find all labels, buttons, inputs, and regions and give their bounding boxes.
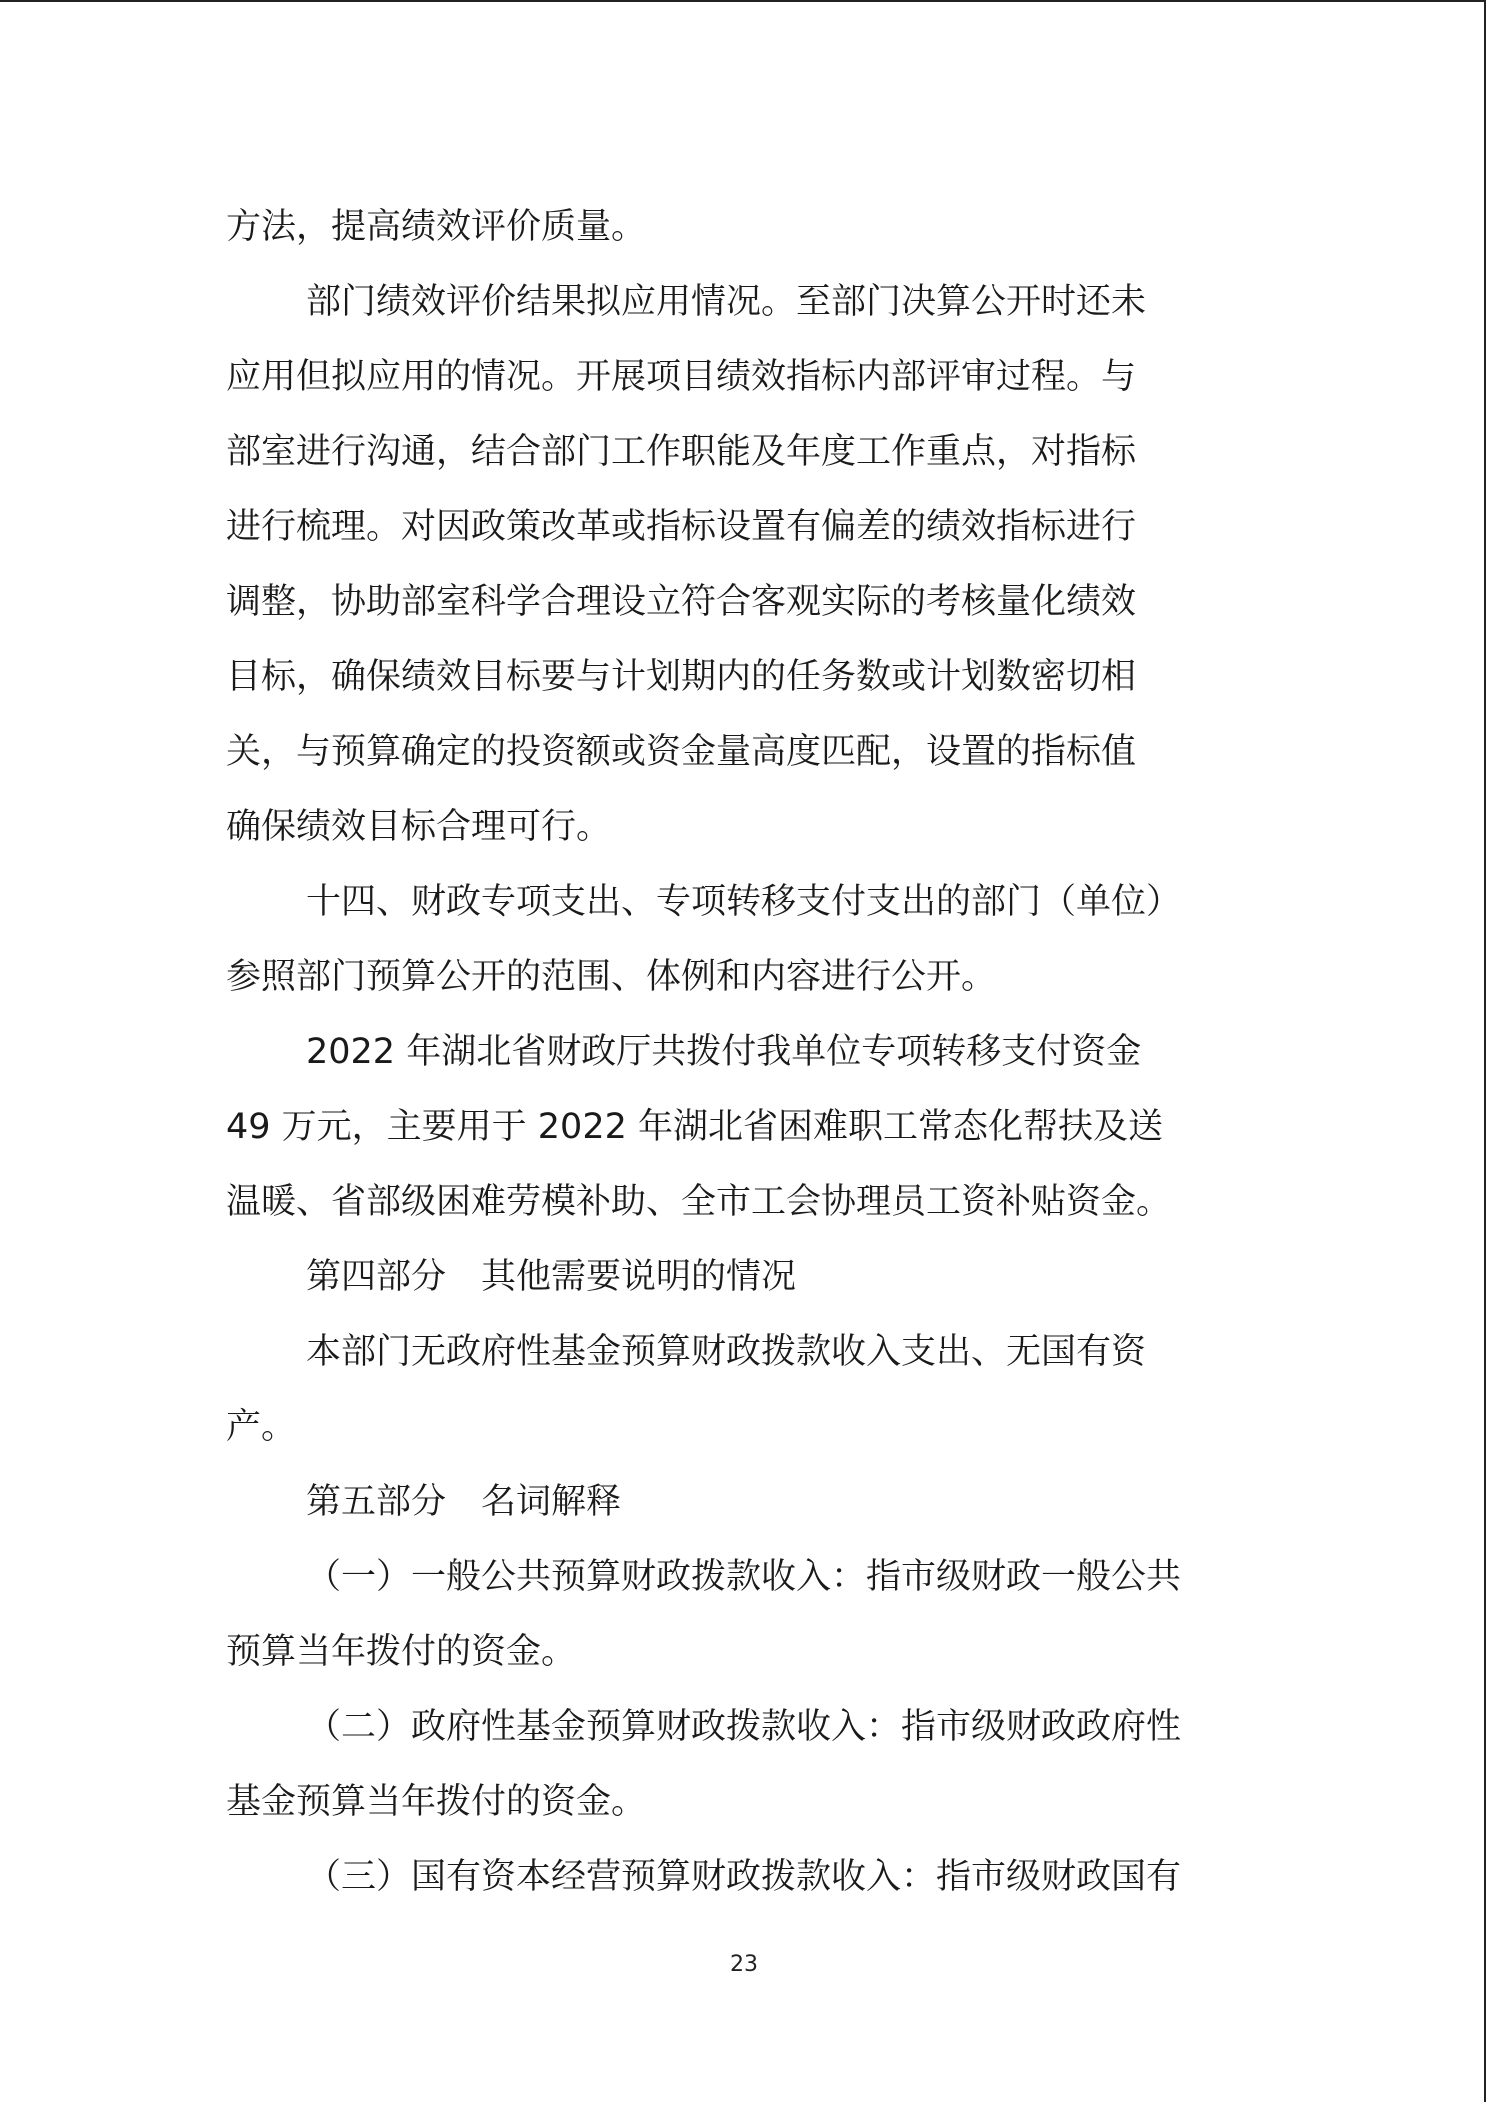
text-line: 2022 年湖北省财政厅共拨付我单位专项转移支付资金 bbox=[306, 1032, 1142, 1072]
document-body bbox=[226, 190, 1262, 1915]
text-line: 调整，协助部室科学合理设立符合客观实际的考核量化绩效 bbox=[226, 582, 1137, 622]
text-line: 49 万元，主要用于 2022 年湖北省困难职工常态化帮扶及送 bbox=[226, 1107, 1163, 1147]
text-line: （一）一般公共预算财政拨款收入：指市级财政一般公共 bbox=[306, 1557, 1182, 1597]
text-line: 参照部门预算公开的范围、体例和内容进行公开。 bbox=[226, 957, 997, 997]
text-line: 预算当年拨付的资金。 bbox=[226, 1632, 577, 1672]
text-line: 应用但拟应用的情况。开展项目绩效指标内部评审过程。与 bbox=[226, 357, 1137, 397]
text-line: 目标，确保绩效目标要与计划期内的任务数或计划数密切相 bbox=[226, 657, 1137, 697]
text-line: 方法，提高绩效评价质量。 bbox=[226, 207, 647, 247]
page-number: 23 bbox=[730, 1952, 758, 1977]
text-line: 进行梳理。对因政策改革或指标设置有偏差的绩效指标进行 bbox=[226, 507, 1137, 547]
text-line: （三）国有资本经营预算财政拨款收入：指市级财政国有 bbox=[306, 1857, 1182, 1897]
text-line: 温暖、省部级困难劳模补助、全市工会协理员工资补贴资金。 bbox=[226, 1182, 1172, 1222]
text-line: 部室进行沟通，结合部门工作职能及年度工作重点，对指标 bbox=[226, 432, 1137, 472]
section-heading: 第四部分 其他需要说明的情况 bbox=[306, 1257, 797, 1297]
text-line: 基金预算当年拨付的资金。 bbox=[226, 1782, 647, 1822]
section-heading: 第五部分 名词解释 bbox=[306, 1482, 622, 1522]
text-line: 产。 bbox=[226, 1407, 297, 1447]
text-line: 关，与预算确定的投资额或资金量高度匹配，设置的指标值 bbox=[226, 732, 1137, 772]
text-line: 确保绩效目标合理可行。 bbox=[226, 807, 612, 847]
text-line: 十四、财政专项支出、专项转移支付支出的部门（单位） bbox=[306, 882, 1182, 922]
text-line: 本部门无政府性基金预算财政拨款收入支出、无国有资 bbox=[306, 1332, 1147, 1372]
text-line: （二）政府性基金预算财政拨款收入：指市级财政政府性 bbox=[306, 1707, 1182, 1747]
text-line: 部门绩效评价结果拟应用情况。至部门决算公开时还未 bbox=[306, 282, 1147, 322]
